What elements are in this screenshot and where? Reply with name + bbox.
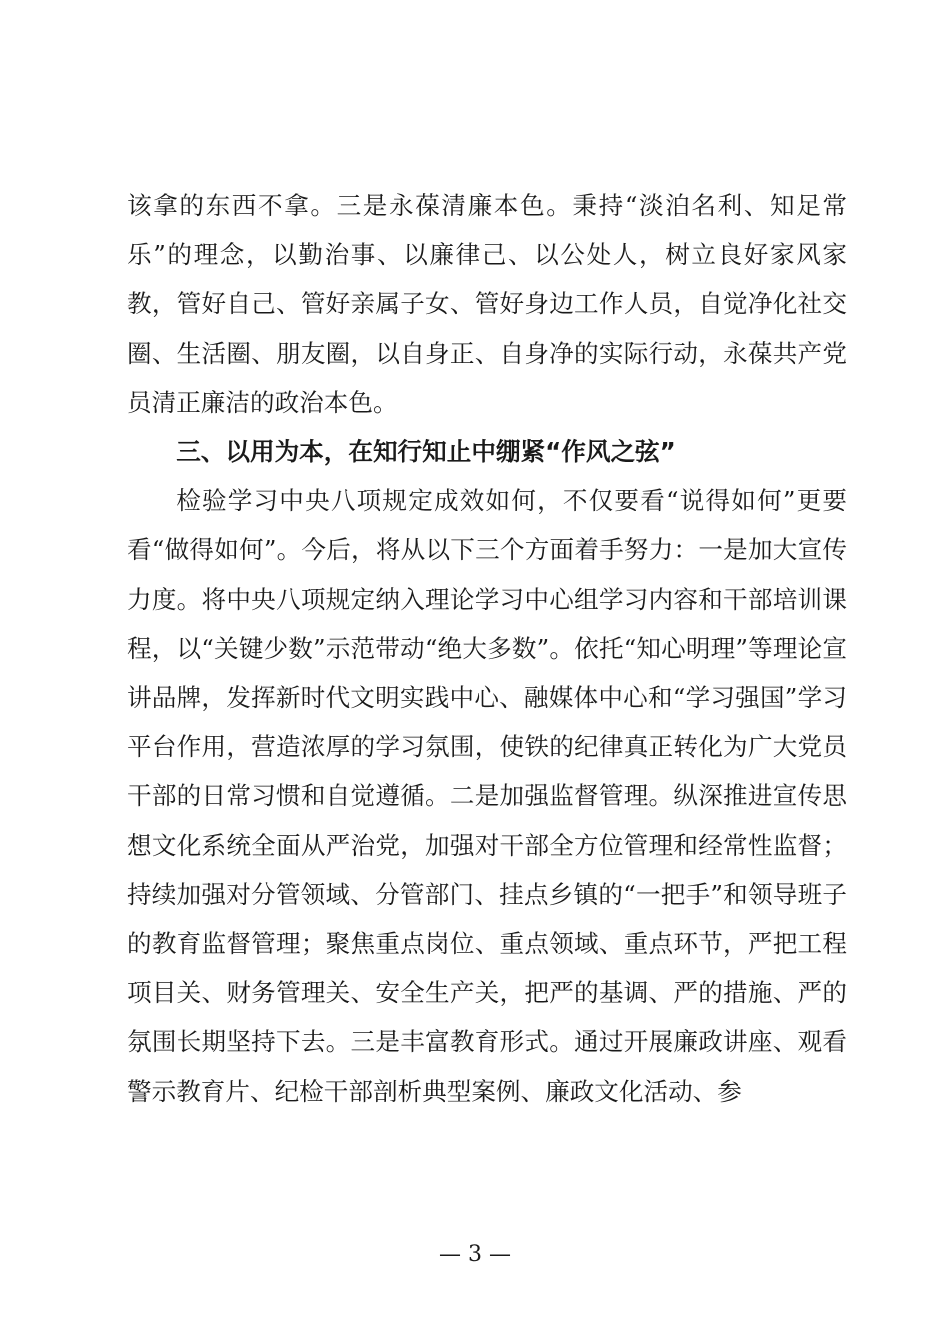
document-body — [127, 181, 847, 1116]
page-number: — 3 — — [439, 1242, 511, 1267]
section-heading-3: 三、以用为本，在知行知止中绷紧“作风之弦” — [176, 437, 676, 467]
paragraph-section-3-body: 检验学习中央八项规定成效如何，不仅要看“说得如何”更要看“做得如何”。今后，将从以下三个方面着手努力：一是加大宣传力度。将中央八项规定纳入理论学习中心组学习内容和干部培训课程，以“关键少数”示范带动“绝大多数”。依托“知心明理”等理论宣讲品牌，发挥新时代文明实践中心、融媒体中心和“学习强国”学习平台作用，营造浓厚的学习氛围，使铁的纪律真正转化为广大党员干部的日常习惯和自觉遵循。二是加强监督管理。纵深推进宣传思想文化系统全面从严治党，加强对干部全方位管理和经常性监督；持续加强对分管领域、分管部门、挂点乡镇的“一把手”和领导班子的教育监督管理；聚焦重点岗位、重点领域、重点环节，严把工程项目关、财务管理关、安全生产关，把严的基调、严的措施、严的氛围长期坚持下去。三是丰富教育形式。通过开展廉政讲座、观看警示教育片、纪检干部剖析典型案例、廉政文化活动、参 — [127, 486, 847, 1106]
paragraph-continuation: 该拿的东西不拿。三是永葆清廉本色。秉持“淡泊名利、知足常乐”的理念，以勤治事、以廉律己、以公处人，树立良好家风家教，管好自己、管好亲属子女、管好身边工作人员，自觉净化社交圈、生活圈、朋友圈，以自身正、自身净的实际行动，永葆共产党员清正廉洁的政治本色。 — [127, 191, 847, 417]
